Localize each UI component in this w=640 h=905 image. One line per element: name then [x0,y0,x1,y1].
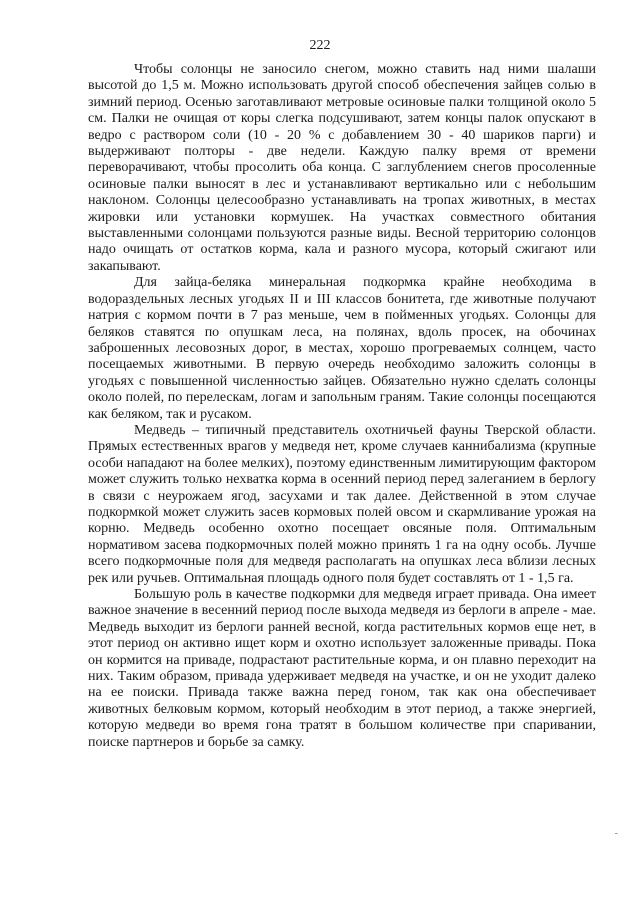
paragraph-hare-mineral-feeding: Для зайца-беляка минеральная подкормка крайне необходима в водораздельных лесных угодьях II и III классов бонитета, где животные получают натрия с кормом почти в 7 раз меньше, чем в пойменных угодьях. Солонцы для беляков ставятся по опушкам леса, на полянах, вдоль просек, на обочинах заброшенных лесовозных дорог, в местах, хорошо прогреваемых солнцем, часто посещаемых животными. В первую очередь необходимо заложить солонцы в угодьях с повышенной численностью зайцев. Обязательно нужно сделать солонцы около полей, по перелескам, логам и запольным граням. Такие солонцы посещаются как беляком, так и русаком. [88,275,596,422]
body-text [88,62,596,751]
paragraph-salt-licks-winter: Чтобы солонцы не заносило снегом, можно ставить над ними шалаши высотой до 1,5 м. Можно использовать другой способ обеспечения зайцев солью в зимний период. Осенью заготавливают метровые осиновые палки толщиной около 5 см. Палки не очищая от коры слегка подсушивают, затем концы палок опускают в ведро с раствором соли (10 - 20 % с добавлением 30 - 40 шариков парги) и выдерживают полторы - две недели. Каждую палку время от времени переворачивают, чтобы просолить оба конца. С заглублением снегов просоленные осиновые палки выносят в лес и устанавливают вертикально или с небольшим наклоном. Солонцы целесообразно устанавливать на тропах животных, в местах жировки или установки кормушек. На участках совместного обитания выставленными солонцами пользуются разные виды. Весной территорию солонцов надо очищать от остатков корма, кала и разного мусора, который сжигают или закапывают. [88,62,596,274]
page-number: 222 [309,38,331,53]
scan-edge-mark: - [614,828,618,839]
paragraph-bear-bait: Большую роль в качестве подкормки для медведя играет привада. Она имеет важное значение в весенний период после выхода медведя из берлоги в апреле - мае. Медведь выходит из берлоги ранней весной, когда растительных кормов еще нет, в этот период он активно ищет корм и охотно использует заложенные привады. Пока он кормится на приваде, подрастают растительные корма, и он плавно переходит на них. Таким образом, привада удерживает медведя на участке, и он не уходит далеко на ее поиски. Привада также важна перед гоном, так как она обеспечивает животных белковым кормом, который необходим в этот период, а также энергией, которую медведи во время гона тратят в большом количестве при спаривании, поиске партнеров и борьбе за самку. [88,587,596,750]
paragraph-bear-feeding-fields: Медведь – типичный представитель охотничьей фауны Тверской области. Прямых естественных врагов у медведя нет, кроме случаев каннибализма (крупные особи нападают на более мелких), поэтому единственным лимитирующим фактором может служить только нехватка корма в осенний период перед залеганием в берлогу в связи с неурожаем ягод, засухами и так далее. Действенной в этом случае подкормкой может служить засев кормовых полей овсом и скармливание урожая на корню. Медведь особенно охотно посещает овсяные поля. Оптимальным нормативом засева подкормочных полей можно принять 1 га на одну особь. Лучше всего подкормочные поля для медведя располагать на опушках леса вблизи лесных рек или ручьев. Оптимальная площадь одного поля будет составлять от 1 - 1,5 га. [88,422,596,586]
